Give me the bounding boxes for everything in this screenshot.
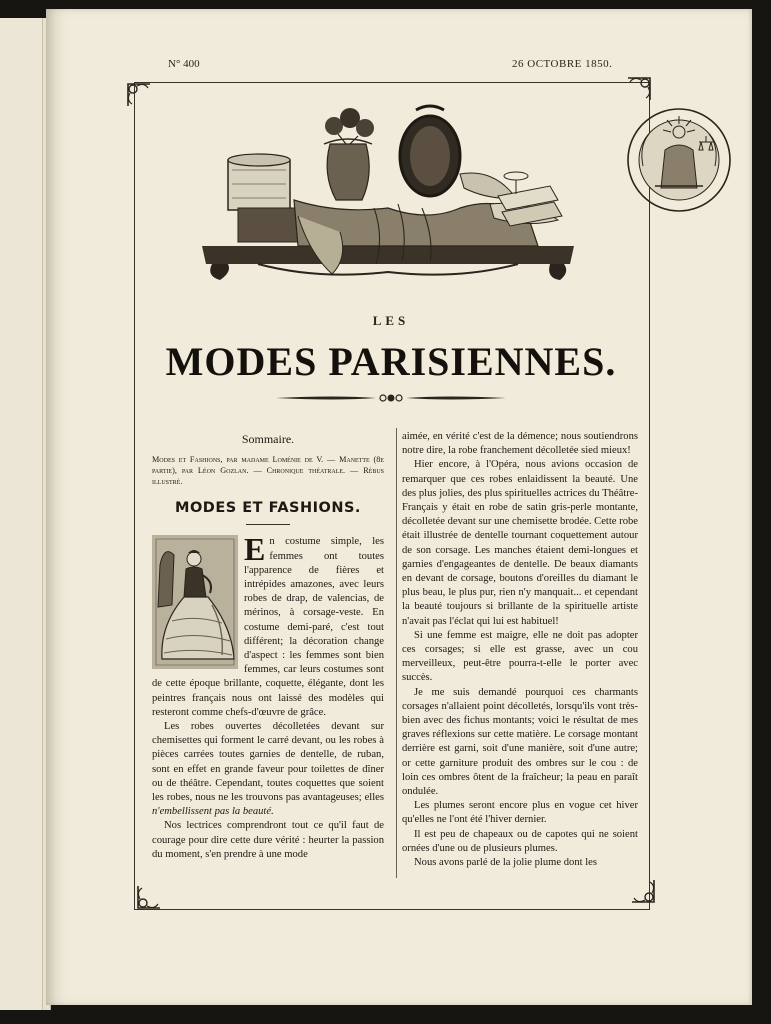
facing-page-edge	[0, 18, 51, 1010]
right-column	[402, 430, 638, 870]
left-column	[152, 430, 384, 862]
corner-ornament-icon	[124, 80, 154, 110]
article-paragraph: Nous avons parlé de la jolie plume dont les	[414, 857, 597, 869]
corner-ornament-icon	[624, 74, 654, 104]
sommaire-text: Modes et Fashions, par madame Loménie de V. — Manette (8e partie), par Léon Gozlan. — Chronique théatrale. — Rébus illustré.	[152, 455, 384, 487]
section-title: MODES ET FASHIONS.	[175, 500, 361, 517]
section-rule	[246, 524, 290, 525]
masthead-title: MODES PARISIENNES.	[165, 339, 617, 384]
article-paragraph: Hier encore, à l'Opéra, nous avions occasion de remarquer que ces robes enlaidissent la beauté. Une des plus jolies, des plus spirituelles actrices du Théâtre-Français y était en robe de satin gris-perle montante, décolletée devant sur une chemisette brodée. Cette robe était illustrée de dentelle tournant coquettement autour de son corsage. Les manches étaient demi-longues et garnies d'engageantes de dentelle. De beaux diamants en devant de corsage, boutons d'oreilles du diamant le plus beau, le plus pur, rien n'y manquait... et cependant la beauté toujours si brillante de la spirituelle artiste n'avait pas l'éclat qui lui est habituel!	[402, 459, 638, 627]
article-paragraph	[152, 720, 384, 819]
sommaire-title: Sommaire.	[241, 432, 295, 446]
article-paragraph: Je me suis demandé pourquoi ces charmants corsages n'allaient point décolletés, lorsqu'ils vont très-bien avec des fichus montants; voici le résultat de mes graves réflexions sur cette matière. Le corsage montant derrière est garni, soit d'une manière, soit d'une autre; or cette garniture produit des ombres sur le cou : de loin ces ombres ôtent de la fraîcheur; la peau en paraît ondulée.	[402, 686, 638, 798]
tax-stamp-seal	[625, 106, 733, 214]
masthead-rule-ornament	[276, 392, 506, 404]
facing-page-fore-edge	[0, 18, 43, 1010]
corner-ornament-icon	[134, 882, 164, 912]
article-paragraph: Les plumes seront encore plus en vogue cet hiver qu'elles ne l'ont été l'hiver dernier.	[402, 800, 638, 826]
article-paragraph: aimée, en vérité c'est de la démence; nous soutiendrons notre dire, la robe franchement décolletée sied mieux!	[402, 431, 638, 457]
article-text: Les robes ouvertes décolletées devant sur chemisettes qui forment le carré devant, ou les robes à pièces carrées toutes garnies de dentelle, de ruban, sont en effet en grande faveur pour toilettes de dîner ou de théâtre. Cependant, toutes coquettes que soient les robes, nous ne les trouvons pas avantageuses; elles	[152, 721, 384, 804]
seated-lady-engraving	[152, 535, 238, 669]
article-paragraph: Si une femme est maigre, elle ne doit pas adopter ces corsages; si elle est grasse, avec un cou merveilleux, peut-être pourra-t-elle le porter avec succès.	[402, 629, 638, 684]
article-italic-text: n'embellissent pas la beauté.	[152, 806, 274, 818]
column-divider	[396, 428, 397, 878]
drop-cap: E	[244, 531, 266, 568]
corner-ornament-icon	[628, 876, 658, 906]
article-paragraph: n costume simple, les femmes ont toutes l'apparence de fières et intrépides amazones, avec leurs robes de drap, de valencias, de mérinos, à corsage-veste. En costume demi-paré, c'est tout différent; la décoration change d'aspect : les femmes sont bien femmes, car leurs costumes sont de cette époque brillante, coquette, élégante, dont les peintres français nous ont laissé des modèles qui resteront comme chefs-d'œuvre de grâce.	[152, 536, 384, 718]
still-life-engraving	[198, 104, 578, 292]
article-paragraph: Il est peu de chapeaux ou de capotes qui ne soient ornées d'une ou de plusieurs plumes.	[402, 828, 638, 854]
issue-number: N° 400	[168, 58, 200, 70]
issue-date: 26 OCTOBRE 1850.	[512, 58, 613, 70]
article-paragraph: Nos lectrices comprendront tout ce qu'il faut de courage pour dire cette dure vérité : heurter la passion du moment, s'en prendre à une mode	[152, 820, 384, 860]
masthead-les: LES	[372, 313, 410, 328]
